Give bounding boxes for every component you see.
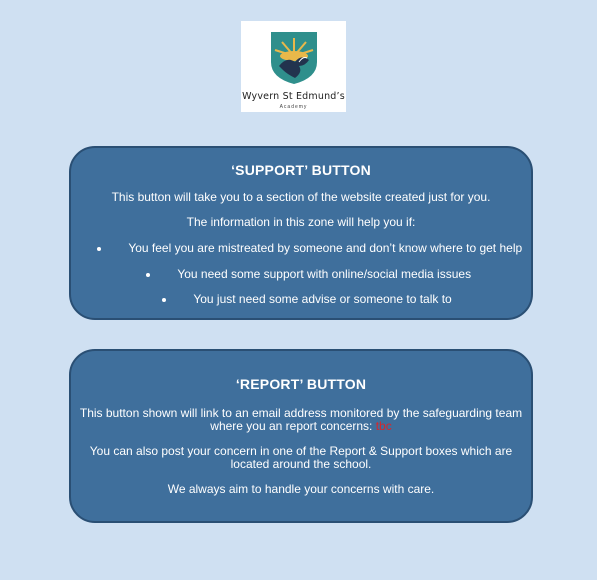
report-line-4: located around the school.: [230, 457, 372, 471]
support-bullet: You just need some advise or someone to talk to: [162, 292, 452, 306]
support-intro: This button will take you to a section of the website created just for you.: [111, 190, 491, 204]
academy-logo: [241, 21, 346, 112]
report-line-3: You can also post your concern in one of the Report & Support boxes which are: [89, 444, 513, 458]
bullet-dot-icon: [162, 298, 166, 302]
dragon-crest-icon: [269, 26, 319, 86]
bullet-dot-icon: [146, 273, 150, 277]
report-panel: [69, 349, 533, 523]
report-email-placeholder: tbc: [375, 419, 392, 433]
logo-subtitle: Academy: [279, 104, 308, 110]
support-title: ‘SUPPORT’ BUTTON: [231, 162, 371, 178]
support-bullet: You need some support with online/social media issues: [146, 267, 471, 281]
report-line-1: This button shown will link to an email address monitored by the safeguarding team: [79, 406, 523, 420]
support-bullet: You feel you are mistreated by someone and don’t know where to get help: [97, 241, 522, 255]
support-panel: [69, 146, 533, 320]
support-info: The information in this zone will help you if:: [186, 215, 416, 229]
report-line-2: where you an report concerns: tbc: [210, 419, 392, 433]
logo-name: Wyvern St Edmund’s: [242, 91, 345, 102]
report-line-5: We always aim to handle your concerns with care.: [167, 482, 435, 496]
report-title: ‘REPORT’ BUTTON: [235, 376, 367, 392]
bullet-dot-icon: [97, 247, 101, 251]
